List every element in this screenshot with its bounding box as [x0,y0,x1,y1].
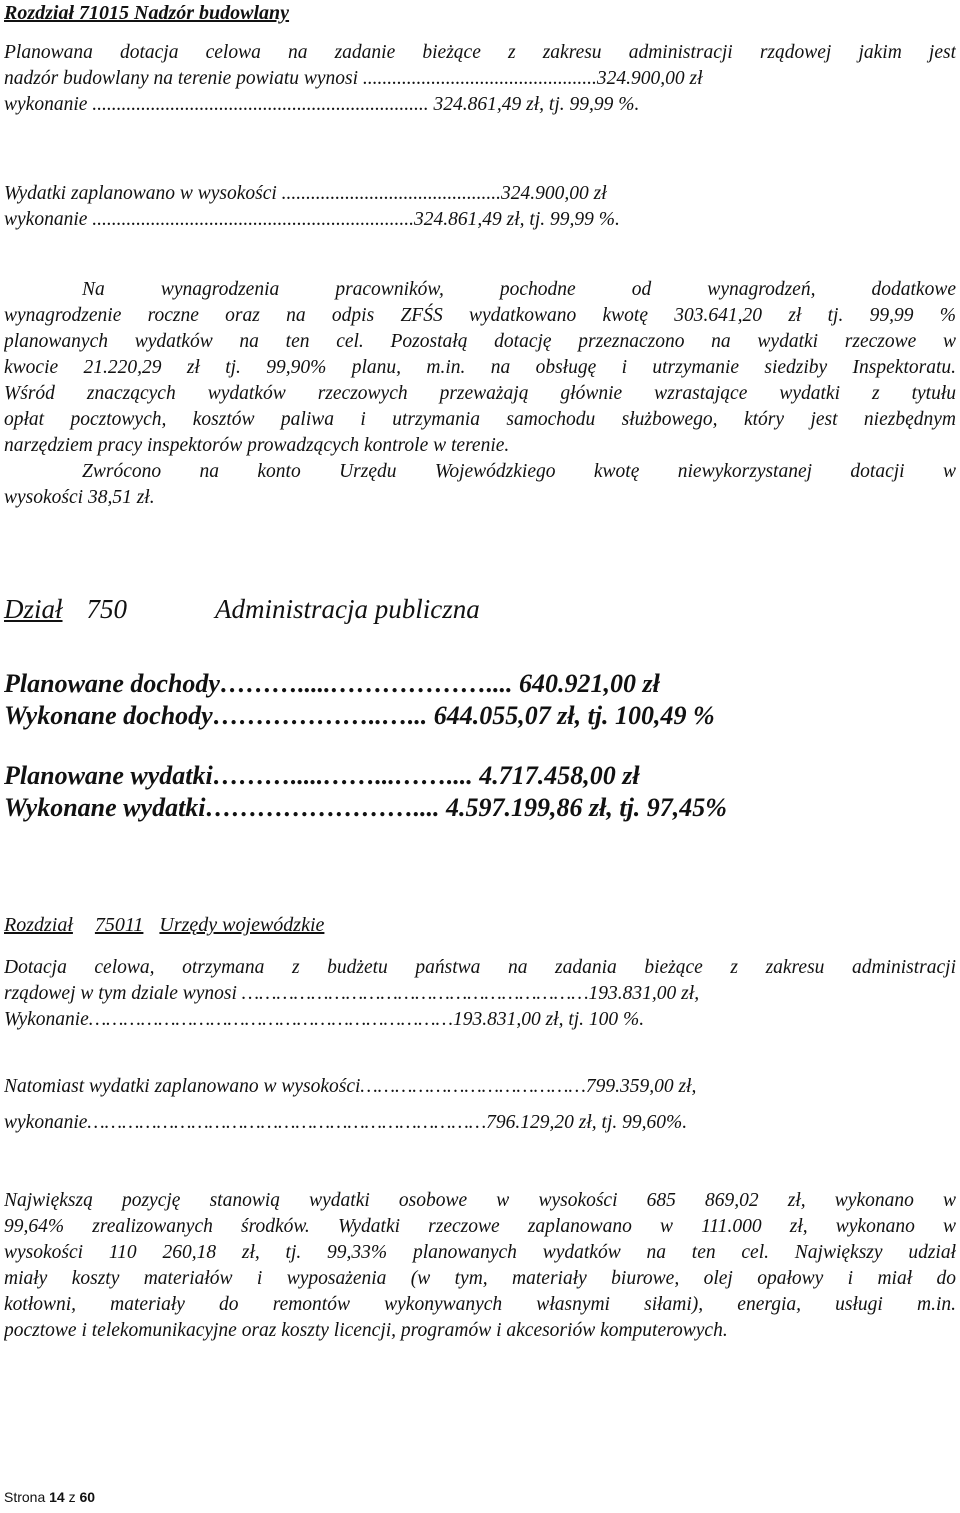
total-pages: 60 [79,1489,96,1505]
footer-separator: z [68,1489,76,1505]
section-71015-intro [4,40,956,118]
dzial-750-heading [4,592,956,626]
executed-expenses: Wykonane wydatki…………………….... 4.597.199,86 zł, tj. 97,45% [4,793,727,822]
text-line: Wydatki zaplanowano w wysokości .............................................324.900,00 zł [4,183,607,204]
section-code: 75011 [94,914,144,936]
text-line: Wykonanie………………………………………………………193.831,00 zł, tj. 100 %. [4,1009,645,1030]
dzial-750-expense-summary [4,760,956,824]
text-line: Wśród znaczących wydatków rzeczowych przeważają głównie wzrastające wydatki z tytułu [4,383,956,404]
section-75011-expenses [4,1069,956,1141]
executed-income: Wykonane dochody………………..…... 644.055,07 zł, tj. 100,49 % [4,701,715,730]
text-line: Dotacja celowa, otrzymana z budżetu państwa na zadania bieżące z zakresu administracji [4,957,956,978]
section-71015-heading: Rozdział 71015 Nadzór budowlany [4,2,290,24]
text-line: Zwrócono na konto Urzędu Wojewódzkiego kwotę niewykorzystanej dotacji w [82,461,956,482]
section-71015-paragraph [4,277,956,511]
text-line: Planowana dotacja celowa na zadanie bieżące z zakresu administracji rządowej jakim jest [4,42,956,63]
text-line: kwocie 21.220,29 zł tj. 99,90% planu, m.in. na obsługę i utrzymanie siedziby Inspektoratu. [4,357,956,378]
text-line: nadzór budowlany na terenie powiatu wynosi ................................................324.900,00 zł [4,68,703,89]
text-line: Natomiast wydatki zaplanowano w wysokości…………………………………799.359,00 zł, [4,1076,697,1097]
text-line: rządowej w tym dziale wynosi ……………………………………………………193.831,00 zł, [4,983,700,1004]
text-line: opłat pocztowych, kosztów paliwa i utrzymania samochodu służbowego, który jest niezbędnym [4,409,956,430]
section-71015-expenses [4,181,956,233]
text-line: Na wynagrodzenia pracowników, pochodne od wynagrodzeń, dodatkowe [82,279,956,300]
dzial-number: 750 [86,594,128,624]
text-line: planowanych wydatków na ten cel. Pozostałą dotację przeznaczono na wydatki rzeczowe w [4,331,956,352]
dzial-750-income-summary [4,668,956,732]
section-label: Rozdział [4,914,73,936]
footer-prefix: Strona [4,1489,46,1505]
dzial-name: Administracja publiczna [215,594,480,624]
page-footer [4,1488,95,1506]
dzial-label: Dział [4,594,63,624]
text-line: Największą pozycję stanowią wydatki osobowe w wysokości 685 869,02 zł, wykonano w [4,1190,956,1211]
section-75011-heading [4,912,956,938]
text-line: wysokości 38,51 zł. [4,487,155,508]
text-line: kotłowni, materiały do remontów wykonywanych własnymi siłami), energia, usługi m.in. [4,1294,956,1315]
section-75011-grant [4,955,956,1033]
current-page-number: 14 [49,1489,65,1505]
text-line: pocztowe i telekomunikacyjne oraz koszty licencji, programów i akcesoriów komputerowych. [4,1320,728,1341]
text-line: 99,64% zrealizowanych środków. Wydatki rzeczowe zaplanowano w 111.000 zł, wykonano w [4,1216,956,1237]
section-name: Urzędy wojewódzkie [159,914,325,936]
text-line: wynagrodzenie roczne oraz na odpis ZFŚS wydatkowano kwotę 303.641,20 zł tj. 99,99 % [4,305,956,326]
text-line: wykonanie ..................................................................324.861,49 zł, tj. 99,99 %. [4,209,620,230]
text-line: wykonanie ..................................................................... 324.861,49 zł, tj. 99,99 %. [4,94,640,115]
planned-income: Planowane dochody……….....……………….... 640.921,00 zł [4,669,660,698]
text-line: miały koszty materiałów i wyposażenia (w tym, materiały biurowe, olej opałowy i miał do [4,1268,956,1289]
text-line: narzędziem pracy inspektorów prowadzących kontrole w terenie. [4,435,510,456]
section-75011-paragraph [4,1188,956,1344]
planned-expenses: Planowane wydatki……….....……...…….... 4.717.458,00 zł [4,761,640,790]
text-line: wysokości 110 260,18 zł, tj. 99,33% planowanych wydatków na ten cel. Największy udział [4,1242,956,1263]
text-line: wykonanie……………………………………………………………796.129,20 zł, tj. 99,60%. [4,1112,688,1133]
